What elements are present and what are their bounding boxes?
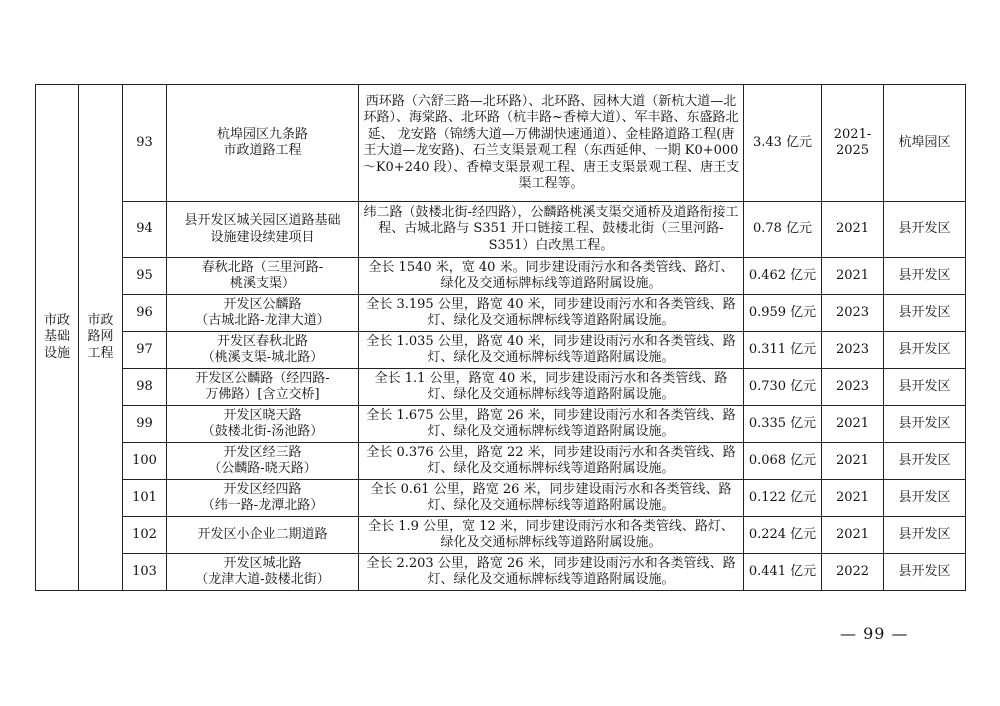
investment-cell: 3.43 亿元: [744, 85, 822, 202]
responsible-unit-cell: 县开发区: [884, 258, 966, 295]
year-cell: 2021: [822, 406, 884, 443]
project-name-cell: [167, 202, 359, 258]
year-cell: 2021: [822, 517, 884, 554]
responsible-unit-cell: 县开发区: [884, 295, 966, 332]
project-name-line2: 设施建设续建项目: [210, 229, 315, 245]
table-row: [36, 406, 966, 443]
project-name-cell: [167, 85, 359, 202]
investment-cell: 0.311 亿元: [744, 332, 822, 369]
project-name-cell: [167, 369, 359, 406]
project-name-cell: [167, 406, 359, 443]
row-number-cell: 97: [123, 332, 167, 369]
category-level2-cell: 市政路网工程: [79, 85, 123, 591]
project-name-cell: [167, 517, 359, 554]
year-cell: 2021-2025: [822, 85, 884, 202]
category-level1-cell: 市政基础设施: [36, 85, 79, 591]
table-row: [36, 443, 966, 480]
table-row: [36, 369, 966, 406]
project-name-cell: [167, 554, 359, 591]
project-name-line1: 开发区经三路: [223, 444, 302, 460]
table-row: [36, 480, 966, 517]
investment-cell: 0.730 亿元: [744, 369, 822, 406]
project-name-line2: （龙津大道-鼓楼北街）: [195, 572, 330, 587]
table-row: [36, 85, 966, 202]
table-row: [36, 202, 966, 258]
investment-cell: 0.224 亿元: [744, 517, 822, 554]
project-name-line1: 开发区小企业二期道路: [197, 526, 328, 542]
table-row: [36, 554, 966, 591]
year-cell: 2023: [822, 295, 884, 332]
year-cell: 2021: [822, 480, 884, 517]
year-cell: 2023: [822, 332, 884, 369]
responsible-unit-cell: 县开发区: [884, 554, 966, 591]
project-name-line1: 开发区公麟路（经四路-: [195, 370, 330, 386]
year-cell: 2021: [822, 258, 884, 295]
table-row: [36, 295, 966, 332]
year-cell: 2021: [822, 443, 884, 480]
project-name-line2: 万佛路）[含立交桥]: [205, 387, 320, 402]
project-description-cell: 西环路（六舒三路—北环路）、北环路、园林大道（新杭大道—北环路）、海棠路、北环路（杭丰路~香樟大道）、军丰路、东盛路北延、 龙安路（锦绣大道—万佛湖快速通道）、金桂路道路工程(唐王大道—龙安路)、石兰支渠景观工程（东西延伸、一期 K0+000～K0+240 段）、香樟支渠景观工程、唐王支渠景观工程、唐王支渠工程等。: [359, 85, 744, 202]
project-name-line1: 开发区城北路: [223, 555, 302, 571]
project-description-cell: 全长 0.376 公里，路宽 22 米，同步建设雨污水和各类管线、路灯、绿化及交通标牌标线等道路附属设施。: [359, 443, 744, 480]
project-name-line1: 春秋北路（三里河路-: [201, 259, 324, 275]
project-description-cell: 全长 1.9 公里，宽 12 米，同步建设雨污水和各类管线、路灯、绿化及交通标牌标线等道路附属设施。: [359, 517, 744, 554]
row-number-cell: 103: [123, 554, 167, 591]
investment-cell: 0.959 亿元: [744, 295, 822, 332]
project-name-line1: 开发区经四路: [223, 481, 302, 497]
project-name-line1: 县开发区城关园区道路基础: [184, 213, 341, 228]
project-name-cell: [167, 332, 359, 369]
project-description-cell: 纬二路（鼓楼北街-经四路），公麟路桃溪支渠交通桥及道路衔接工程、古城北路与 S351 开口链接工程、鼓楼北街（三里河路-S351）白改黑工程。: [359, 202, 744, 258]
project-name-line2: （鼓楼北街-汤池路）: [201, 424, 324, 439]
investment-cell: 0.78 亿元: [744, 202, 822, 258]
project-description-cell: 全长 1.1 公里，路宽 40 米，同步建设雨污水和各类管线、路灯、绿化及交通标牌标线等道路附属设施。: [359, 369, 744, 406]
project-description-cell: 全长 1.675 公里，路宽 26 米，同步建设雨污水和各类管线、路灯、绿化及交通标牌标线等道路附属设施。: [359, 406, 744, 443]
project-name-cell: [167, 295, 359, 332]
row-number-cell: 96: [123, 295, 167, 332]
project-name-line1: 开发区晓天路: [223, 407, 302, 423]
project-description-cell: 全长 1.035 公里，路宽 40 米，同步建设雨污水和各类管线、路灯、绿化及交通标牌标线等道路附属设施。: [359, 332, 744, 369]
project-name-line2: 市政道路工程: [223, 143, 302, 158]
responsible-unit-cell: 县开发区: [884, 332, 966, 369]
row-number-cell: 93: [123, 85, 167, 202]
year-cell: 2022: [822, 554, 884, 591]
investment-cell: 0.462 亿元: [744, 258, 822, 295]
responsible-unit-cell: 杭埠园区: [884, 85, 966, 202]
table-row: [36, 258, 966, 295]
investment-cell: 0.068 亿元: [744, 443, 822, 480]
row-number-cell: 101: [123, 480, 167, 517]
project-name-line1: 开发区春秋北路: [216, 333, 308, 349]
project-table: [35, 84, 966, 591]
table-row: [36, 332, 966, 369]
table-body: [36, 85, 966, 591]
project-name-line2: 桃溪支渠）: [229, 276, 295, 291]
responsible-unit-cell: 县开发区: [884, 517, 966, 554]
table-row: [36, 517, 966, 554]
project-name-cell: [167, 480, 359, 517]
row-number-cell: 98: [123, 369, 167, 406]
investment-cell: 0.441 亿元: [744, 554, 822, 591]
page-number: — 99 —: [840, 624, 909, 643]
responsible-unit-cell: 县开发区: [884, 202, 966, 258]
project-name-line1: 开发区公麟路: [223, 296, 302, 312]
responsible-unit-cell: 县开发区: [884, 480, 966, 517]
row-number-cell: 100: [123, 443, 167, 480]
responsible-unit-cell: 县开发区: [884, 406, 966, 443]
investment-cell: 0.122 亿元: [744, 480, 822, 517]
year-cell: 2021: [822, 202, 884, 258]
project-name-line2: （纬一路-龙潭北路）: [201, 498, 324, 513]
project-name-line2: （古城北路-龙津大道）: [195, 313, 330, 328]
row-number-cell: 99: [123, 406, 167, 443]
row-number-cell: 102: [123, 517, 167, 554]
project-name-line1: 杭埠园区九条路: [216, 126, 308, 142]
project-name-cell: [167, 258, 359, 295]
project-description-cell: 全长 1540 米，宽 40 米。同步建设雨污水和各类管线、路灯、绿化及交通标牌标线等道路附属设施。: [359, 258, 744, 295]
row-number-cell: 95: [123, 258, 167, 295]
project-description-cell: 全长 3.195 公里，路宽 40 米，同步建设雨污水和各类管线、路灯、绿化及交通标牌标线等道路附属设施。: [359, 295, 744, 332]
responsible-unit-cell: 县开发区: [884, 369, 966, 406]
responsible-unit-cell: 县开发区: [884, 443, 966, 480]
year-cell: 2023: [822, 369, 884, 406]
row-number-cell: 94: [123, 202, 167, 258]
project-name-line2: （公麟路-晓天路）: [208, 461, 317, 476]
project-description-cell: 全长 0.61 公里，路宽 26 米，同步建设雨污水和各类管线、路灯、绿化及交通标牌标线等道路附属设施。: [359, 480, 744, 517]
project-name-line2: （桃溪支渠-城北路）: [201, 350, 324, 365]
project-name-cell: [167, 443, 359, 480]
project-description-cell: 全长 2.203 公里，路宽 26 米，同步建设雨污水和各类管线、路灯、绿化及交通标牌标线等道路附属设施。: [359, 554, 744, 591]
investment-cell: 0.335 亿元: [744, 406, 822, 443]
